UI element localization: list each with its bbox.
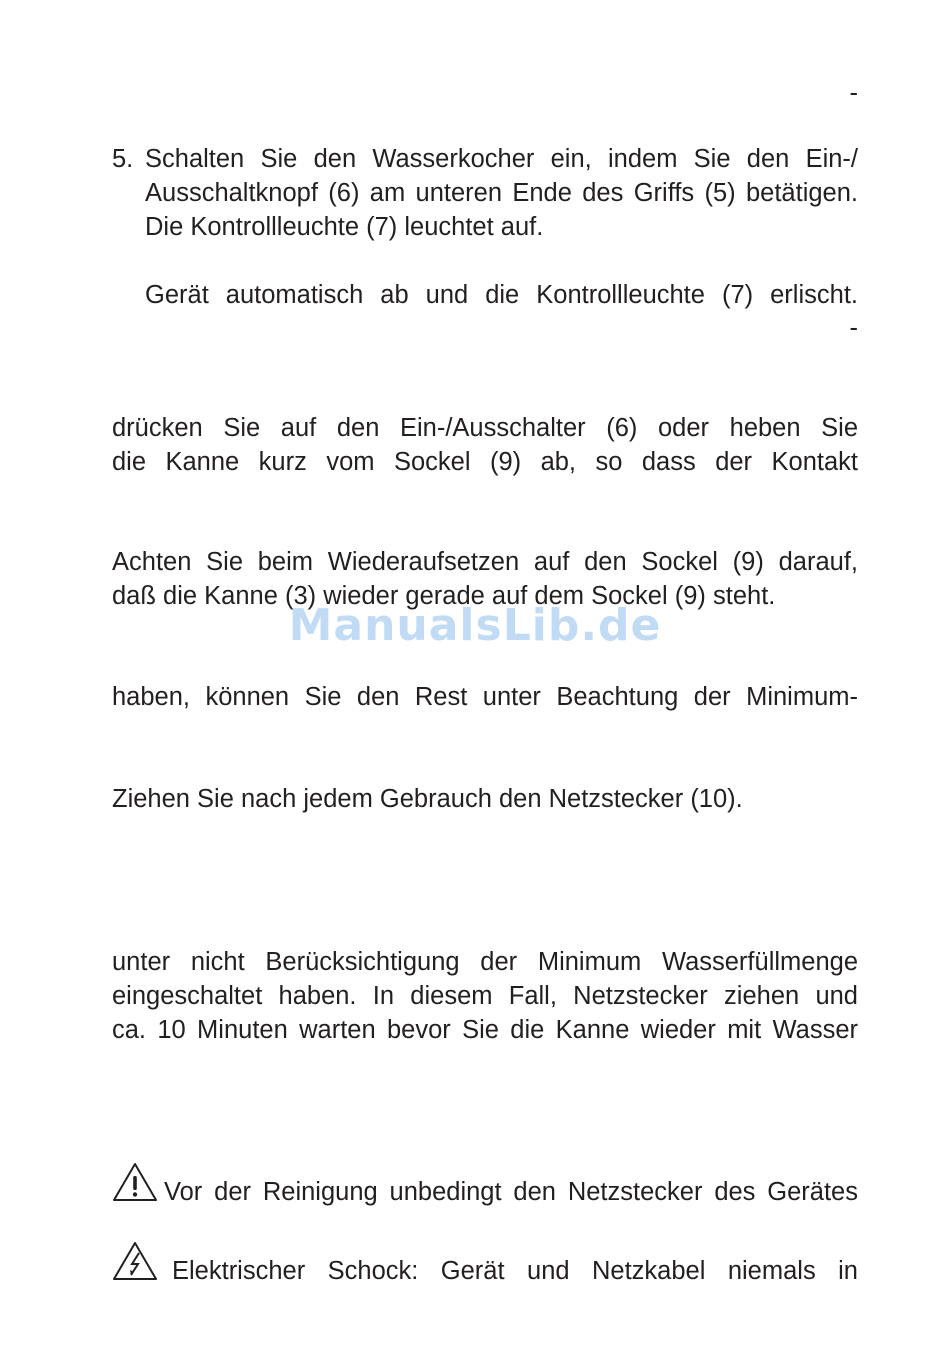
reset-line-1: Achten Sie beim Wiederaufsetzen auf den Sockel (9) darauf, xyxy=(112,548,858,576)
watermark: ManualsLib.de xyxy=(288,600,662,651)
reset-line-2: daß die Kanne (3) wieder gerade auf dem Sockel (9) steht. xyxy=(112,582,776,610)
overheat-line-3: ca. 10 Minuten warten bevor Sie die Kanne wieder mit Wasser xyxy=(112,1016,858,1044)
top-dash: - xyxy=(849,79,858,107)
warning-electric-icon xyxy=(112,1241,158,1281)
overheat-line-1: unter nicht Berücksichtigung der Minimum Wasserfüllmenge xyxy=(112,948,858,976)
restart-line-2: die Kanne kurz vom Sockel (9) ab, so dass der Kontakt xyxy=(112,448,858,476)
step5-line-2: Ausschaltknopf (6) am unteren Ende des Griffs (5) betätigen. xyxy=(145,179,858,207)
unplug-text: Ziehen Sie nach jedem Gebrauch den Netzstecker (10). xyxy=(112,785,743,813)
step5-line-1: Schalten Sie den Wasserkocher ein, indem Sie den Ein-/ xyxy=(145,145,858,173)
warning-cleaning-text: Vor der Reinigung unbedingt den Netzstecker des Gerätes xyxy=(164,1178,858,1206)
step-number: 5. xyxy=(112,145,134,173)
warning-shock-text: Elektrischer Schock: Gerät und Netzkabel niemals in xyxy=(172,1257,858,1285)
rest-text: haben, können Sie den Rest unter Beachtung der Minimum- xyxy=(112,683,858,711)
auto-off-text: Gerät automatisch ab und die Kontrollleuchte (7) erlischt. xyxy=(145,281,858,309)
auto-off-dash: - xyxy=(849,314,858,342)
warning-exclamation-icon xyxy=(112,1162,158,1202)
step5-line-3: Die Kontrollleuchte (7) leuchtet auf. xyxy=(145,213,544,241)
overheat-line-2: eingeschaltet haben. In diesem Fall, Netzstecker ziehen und xyxy=(112,982,858,1010)
restart-line-1: drücken Sie auf den Ein-/Ausschalter (6) oder heben Sie xyxy=(112,414,858,442)
